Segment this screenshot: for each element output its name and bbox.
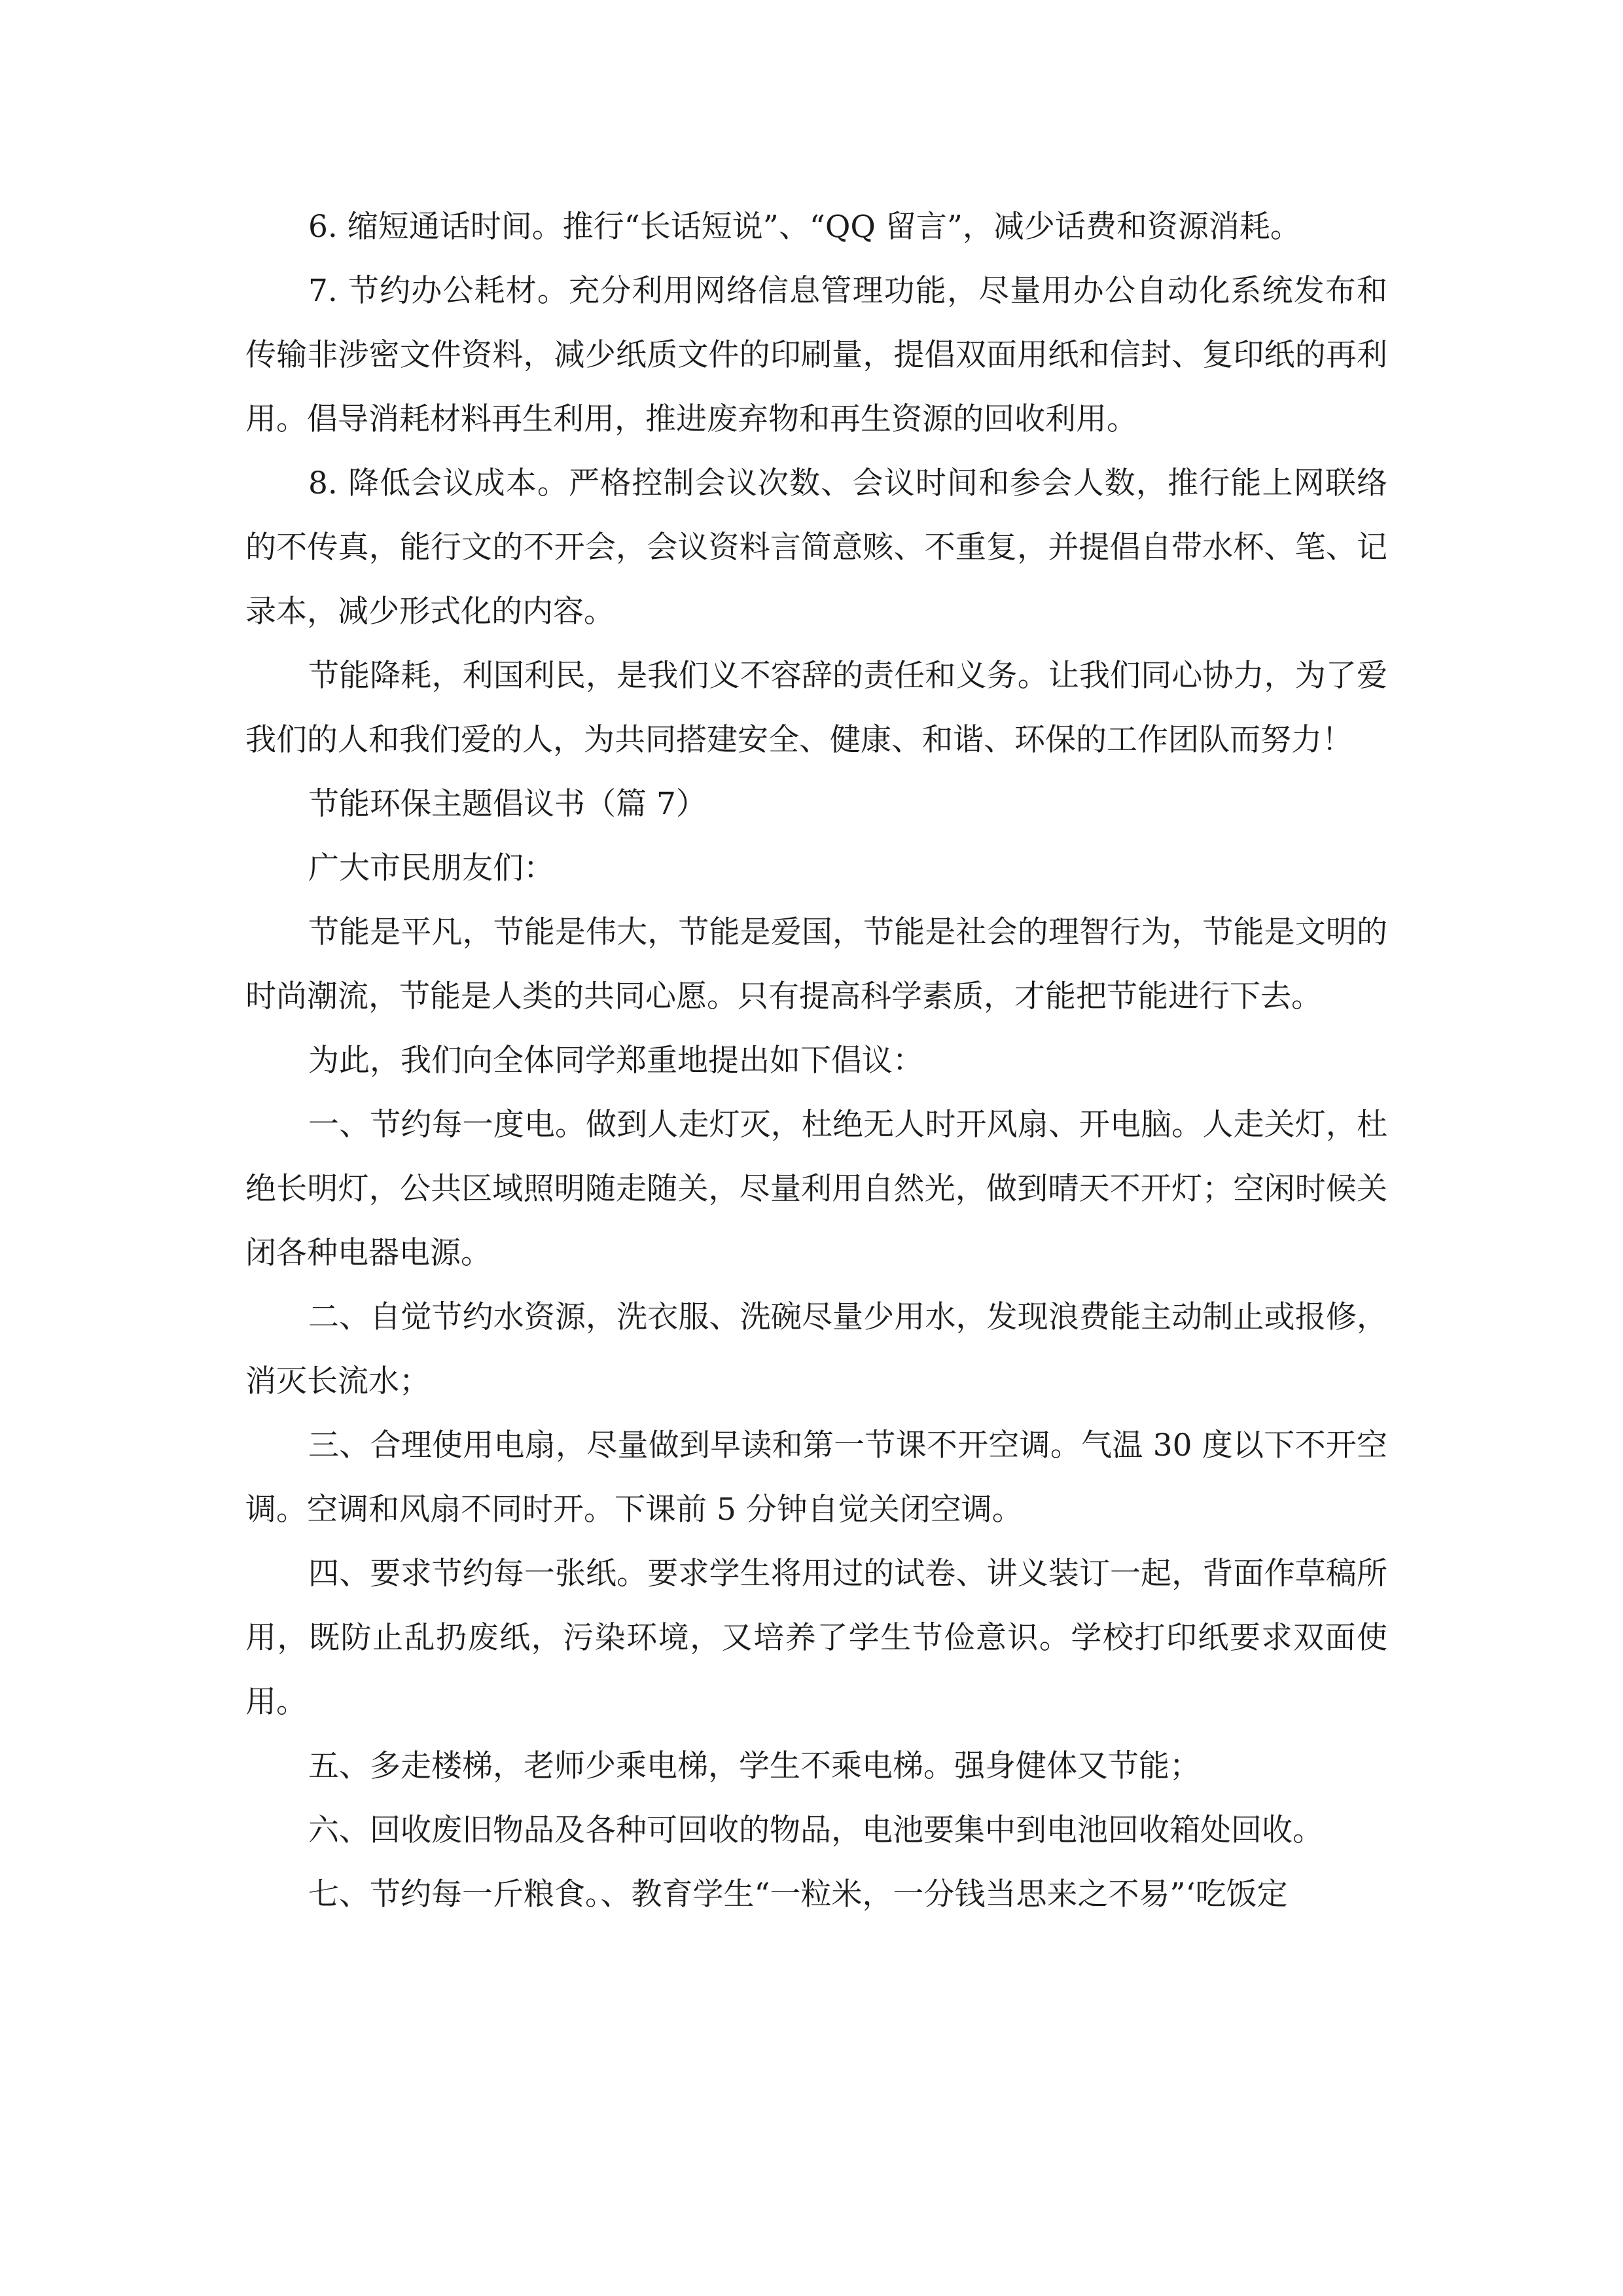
proposal-item-2: 二、自觉节约水资源，洗衣服、洗碗尽量少用水，发现浪费能主动制止或报修，消灭长流水； [245,1299,1387,1399]
document-body [245,195,1387,1927]
proposal-item-4: 四、要求节约每一张纸。要求学生将用过的试卷、讲义装订一起，背面作草稿所用，既防止乱扔废纸，污染环境，又培养了学生节俭意识。学校打印纸要求双面使用。 [245,1556,1387,1720]
proposal-item-3: 三、合理使用电扇，尽量做到早读和第一节课不开空调。气温 30 度以下不开空调。空调和风扇不同时开。下课前 5 分钟自觉关闭空调。 [245,1427,1387,1528]
salutation: 广大市民朋友们： [308,850,554,886]
section-heading: 节能环保主题倡议书（篇 7） [308,786,707,822]
closing-paragraph: 节能降耗，利国利民，是我们义不容辞的责任和义务。让我们同心协力，为了爱我们的人和我们爱的人，为共同搭建安全、健康、和谐、环保的工作团队而努力！ [245,658,1387,758]
proposal-item-1: 一、节约每一度电。做到人走灯灭，杜绝无人时开风扇、开电脑。人走关灯，杜绝长明灯，公共区域照明随走随关，尽量利用自然光，做到晴天不开灯；空闲时候关闭各种电器电源。 [245,1107,1387,1271]
proposal-item-5: 五、多走楼梯，老师少乘电梯，学生不乘电梯。强身健体又节能； [308,1748,1200,1784]
paragraph-item-8: 8. 降低会议成本。严格控制会议次数、会议时间和参会人数，推行能上网联络的不传真，能行文的不开会，会议资料言简意赅、不重复，并提倡自带水杯、笔、记录本，减少形式化的内容。 [245,465,1387,630]
paragraph-item-7: 7. 节约办公耗材。充分利用网络信息管理功能，尽量用办公自动化系统发布和传输非涉密文件资料，减少纸质文件的印刷量，提倡双面用纸和信封、复印纸的再利用。倡导消耗材料再生利用，推进废弃物和再生资源的回收利用。 [245,273,1387,437]
proposal-item-7: 七、节约每一斤粮食。、教育学生“一粒米，一分钱当思来之不易”‘吃饭定 [308,1876,1288,1912]
paragraph-item-6: 6. 缩短通话时间。推行“长话短说”、“QQ 留言”，减少话费和资源消耗。 [308,209,1301,245]
proposal-lead: 为此，我们向全体同学郑重地提出如下倡议： [308,1043,923,1079]
proposal-item-6: 六、回收废旧物品及各种可回收的物品，电池要集中到电池回收箱处回收。 [308,1812,1323,1848]
intro-paragraph: 节能是平凡，节能是伟大，节能是爱国，节能是社会的理智行为，节能是文明的时尚潮流，节能是人类的共同心愿。只有提高科学素质，才能把节能进行下去。 [245,914,1387,1014]
